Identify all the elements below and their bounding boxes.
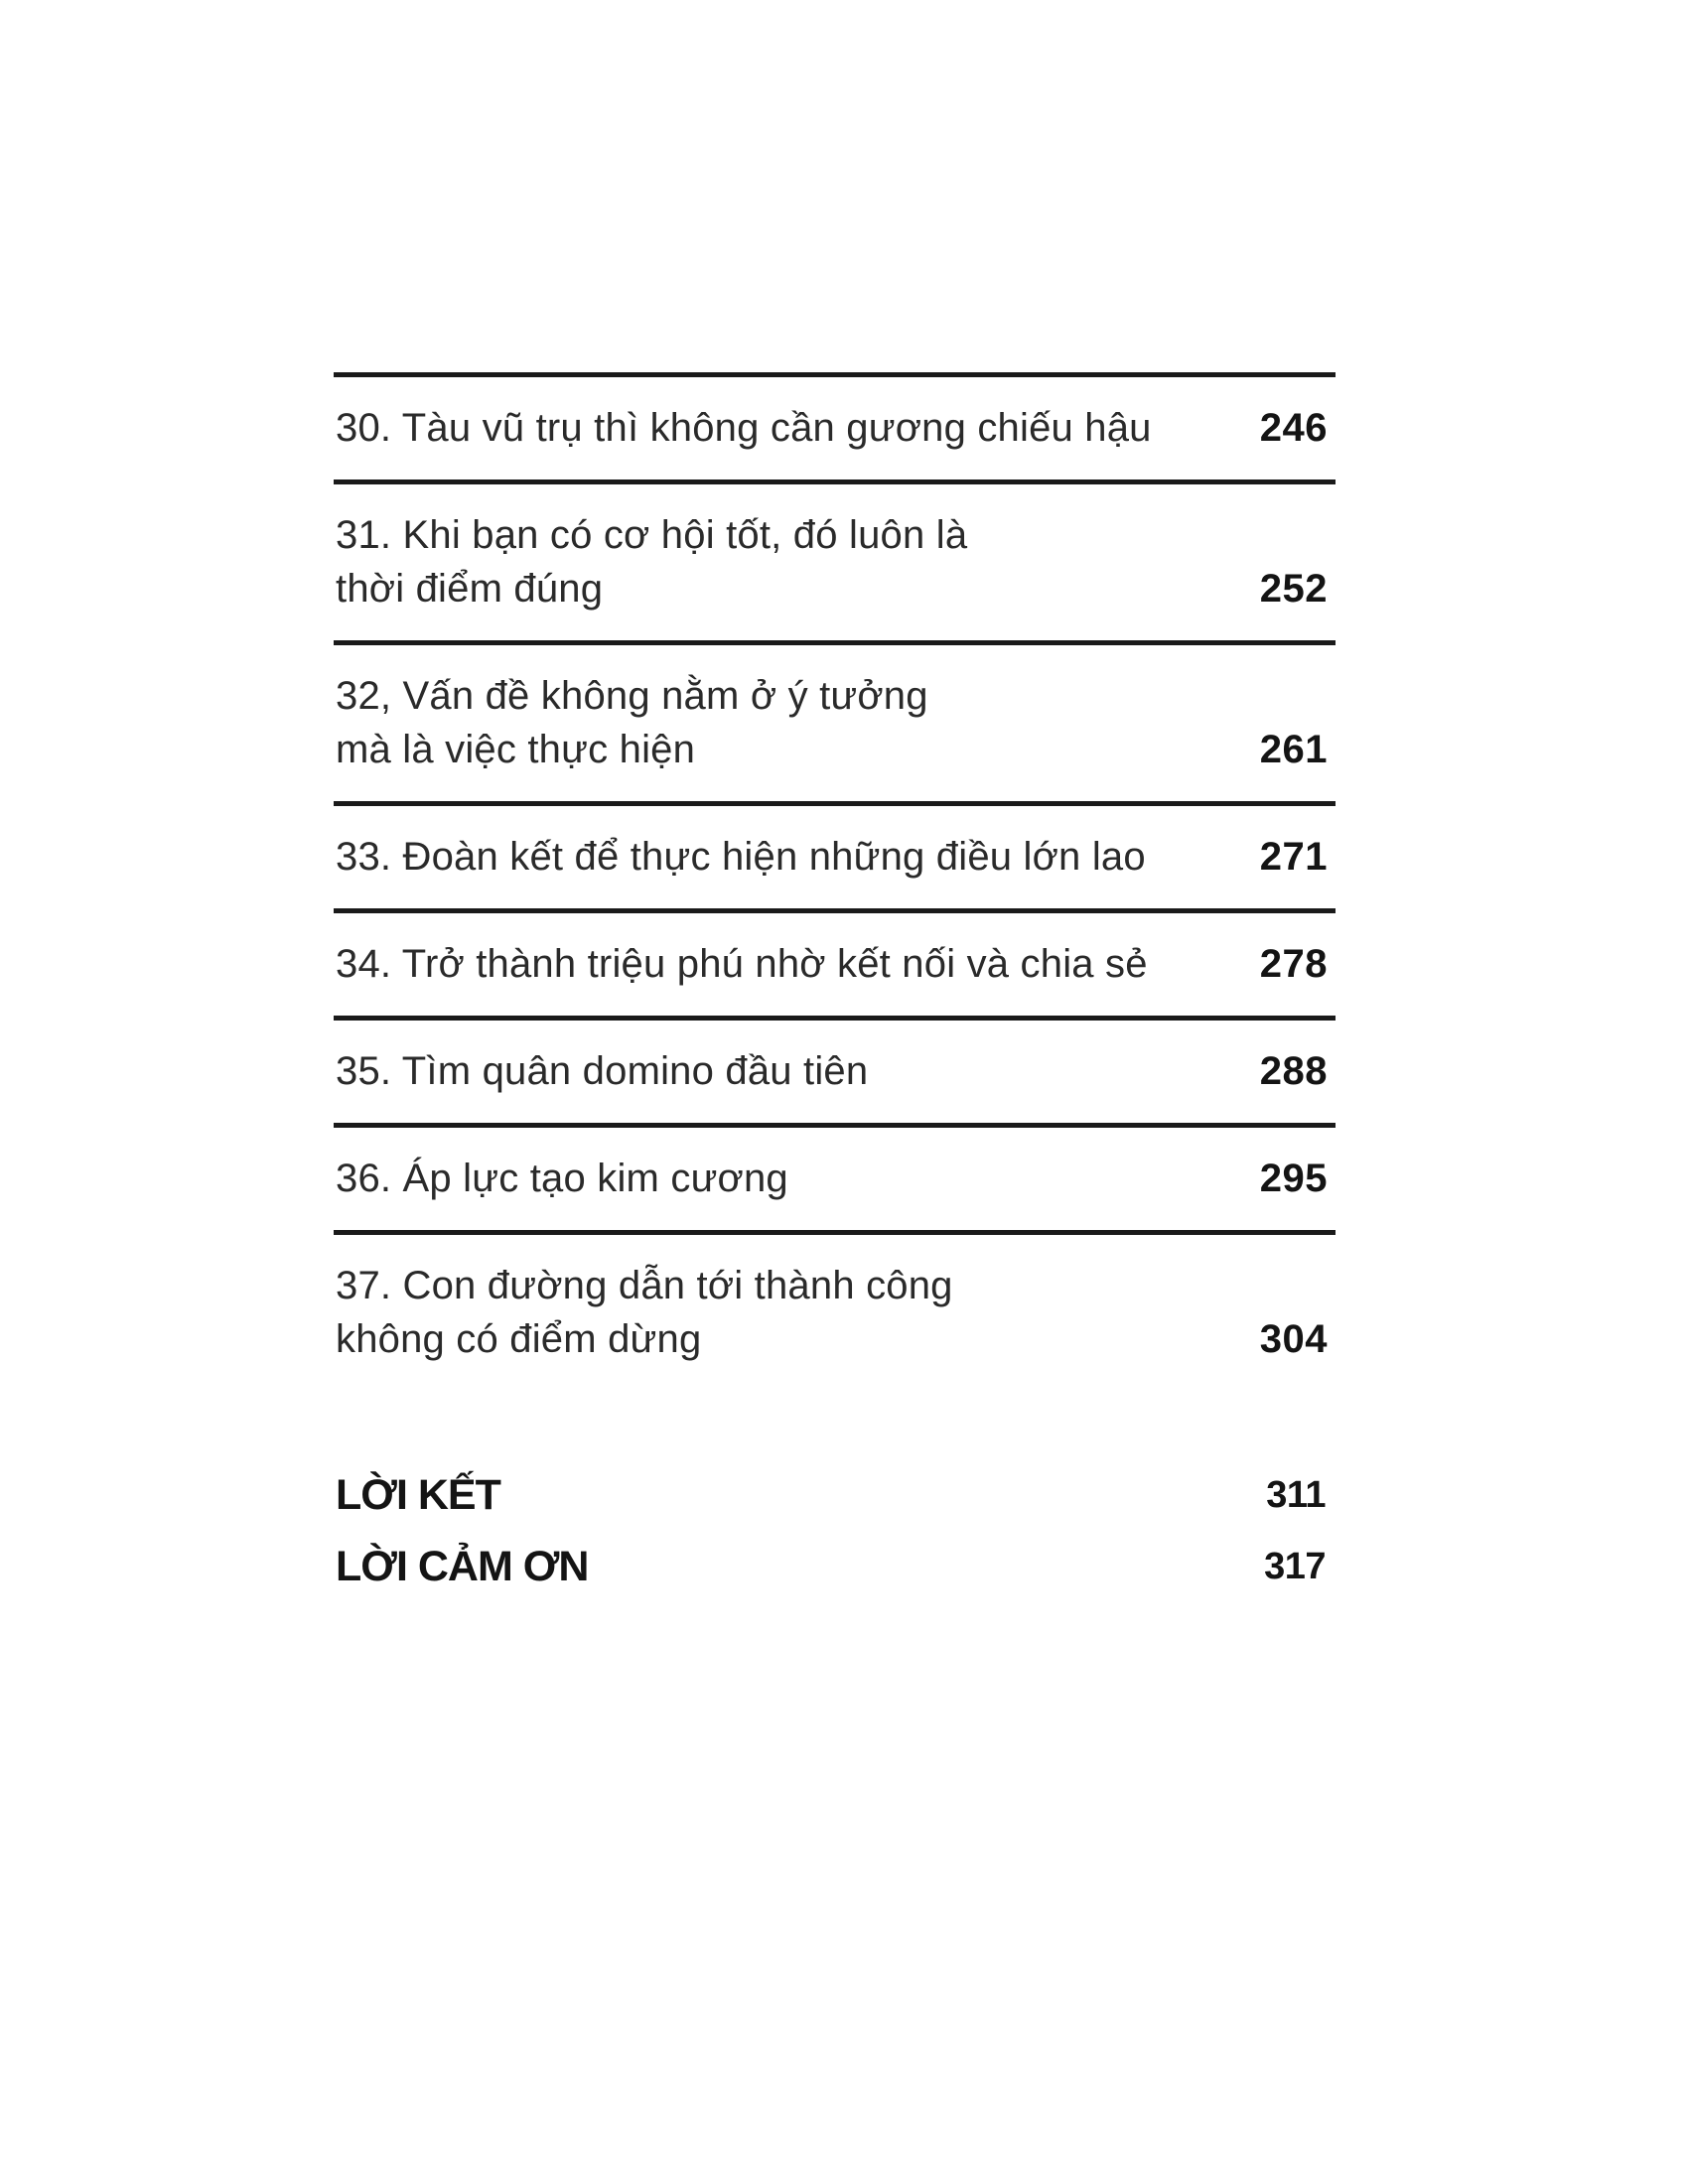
back-matter-label: LỜI KẾT: [336, 1470, 500, 1519]
toc-entry-title: [334, 1044, 868, 1098]
toc-entry-title: [334, 401, 1152, 455]
toc-entry-32: [334, 640, 1336, 801]
toc-entry-37: [334, 1230, 1336, 1391]
toc-title-line: 35. Tìm quân domino đầu tiên: [336, 1049, 869, 1093]
toc-entry-33: [334, 801, 1336, 908]
toc-entry-title: [334, 1259, 953, 1366]
toc-title-line: 30. Tàu vũ trụ thì không cần gương chiếu hậu: [336, 406, 1152, 450]
toc-page-number: 278: [1259, 942, 1328, 986]
toc-title-line: không có điểm dừng: [336, 1317, 702, 1361]
toc-entry-title: [334, 1152, 788, 1205]
toc-entry-title: [334, 937, 1148, 991]
toc-page-number: 288: [1259, 1049, 1328, 1093]
back-matter-entry-loi-cam-on: [334, 1531, 1336, 1602]
back-matter-page-number: 311: [1266, 1473, 1326, 1516]
toc-page-number: 295: [1259, 1157, 1328, 1200]
toc-page-number: 246: [1259, 406, 1328, 450]
toc-title-line: thời điểm đúng: [336, 567, 604, 611]
toc-title-line: 37. Con đường dẫn tới thành công: [336, 1264, 953, 1307]
back-matter-section: [334, 1459, 1336, 1602]
toc-page-number: 304: [1259, 1317, 1328, 1361]
toc-title-line: 31. Khi bạn có cơ hội tốt, đó luôn là: [336, 513, 968, 557]
back-matter-entry-loi-ket: [334, 1459, 1336, 1531]
back-matter-label: LỜI CẢM ƠN: [336, 1542, 589, 1590]
toc-title-line: 33. Đoàn kết để thực hiện những điều lớn lao: [336, 835, 1146, 879]
table-of-contents: [334, 372, 1336, 1602]
toc-title-line: mà là việc thực hiện: [336, 728, 696, 771]
toc-entry-31: [334, 479, 1336, 640]
toc-entry-34: [334, 908, 1336, 1016]
toc-entry-36: [334, 1123, 1336, 1230]
toc-title-line: 34. Trở thành triệu phú nhờ kết nối và chia sẻ: [336, 942, 1148, 986]
toc-page-number: 271: [1259, 835, 1328, 879]
toc-entry-title: [334, 669, 928, 776]
toc-entry-title: [334, 508, 967, 615]
toc-entry-title: [334, 830, 1146, 884]
toc-entry-30: [334, 372, 1336, 479]
toc-entry-35: [334, 1016, 1336, 1123]
toc-page-number: 261: [1259, 728, 1328, 771]
toc-title-line: 36. Áp lực tạo kim cương: [336, 1157, 788, 1200]
toc-title-line: 32, Vấn đề không nằm ở ý tưởng: [336, 674, 928, 718]
toc-page-number: 252: [1259, 567, 1328, 611]
back-matter-page-number: 317: [1264, 1545, 1326, 1587]
